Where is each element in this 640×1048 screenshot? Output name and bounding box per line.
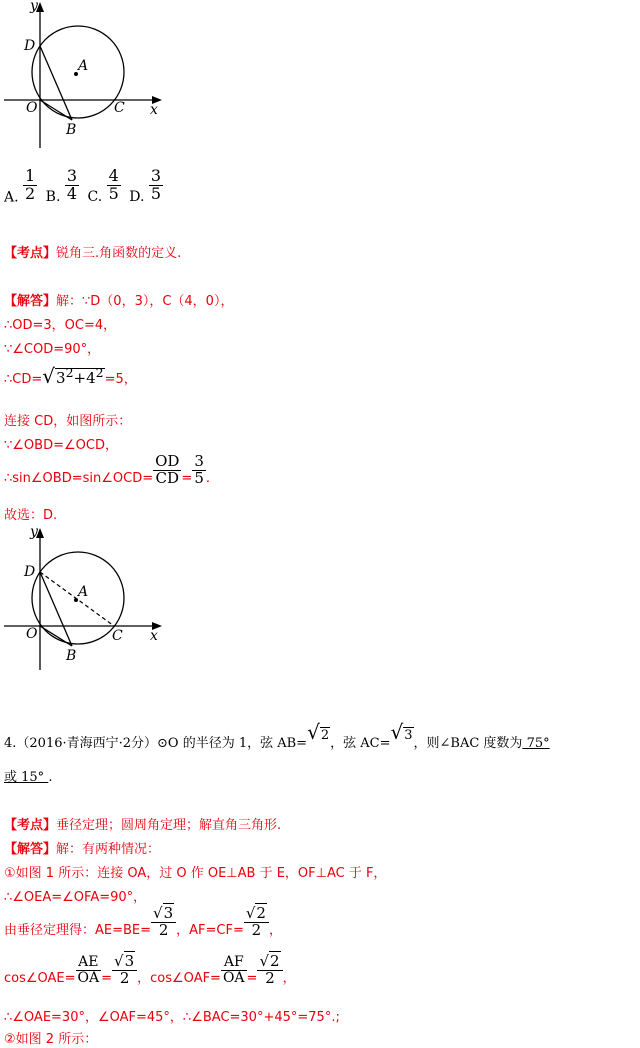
fig2-label-a: A	[78, 584, 89, 600]
fig2-label-c: C	[112, 628, 123, 644]
q3-line5: 连接 CD，如图所示：	[4, 414, 132, 429]
option-a-label: A.	[4, 189, 19, 206]
q3-line8: 故选：D.	[4, 508, 58, 523]
option-c-label: C.	[87, 189, 103, 206]
fig1-label-y: y	[30, 0, 38, 14]
q3-line3: ∵∠COD=90°，	[4, 342, 101, 357]
q4-case1-line4: cos∠OAE= $\frac{AE}{OA}$ = $\frac{√3}{2}$ ，cos∠OAF= $\frac{AF}{OA}$ = $\frac{√2}{2}$ ，	[4, 952, 296, 987]
fig2-label-y: y	[30, 524, 38, 540]
q4-case1-line2: ∴∠OEA=∠OFA=90°，	[4, 890, 147, 905]
option-d-label: D.	[129, 189, 145, 206]
options-row	[4, 168, 163, 205]
q4-stem: 4.（2016·青海西宁·2分）⊙O 的半径为 1，弦 AB=√2，弦 AC=√3，则∠BAC 度数为 75°	[4, 720, 550, 751]
fig1-label-d: D	[24, 38, 36, 54]
q3-kaodian: 【考点】锐角三.角函数的定义.	[4, 246, 182, 261]
q3-jieda-line1: 【解答】解：∵D（0，3），C（4，0），	[4, 294, 234, 309]
q3-line4: $\therefore CD=√3^2+4^2=5$，	[4, 364, 137, 388]
q3-line2: ∴OD=3，OC=4，	[4, 318, 117, 333]
fig1-label-o: O	[26, 100, 38, 116]
q4-kaodian: 【考点】垂径定理；圆周角定理；解直角三角形.	[4, 818, 282, 833]
figure-1	[0, 0, 170, 150]
q4-case1-line3: 由垂径定理得：AE=BE= $\frac{√3}{2}$ ，AF=CF= $\frac{√2}{2}$ ，	[4, 904, 282, 939]
fig1-label-c: C	[114, 100, 125, 116]
option-b-fraction: $\frac{3}{4}$	[66, 166, 78, 203]
q4-answer-blank-1: 75°	[522, 736, 550, 751]
fig2-label-o: O	[26, 626, 38, 642]
q4-case1: ①如图 1 所示：连接 OA，过 O 作 OE⊥AB 于 E，OF⊥AC 于 F，	[4, 866, 387, 881]
q4-stem-line2: 或 15° .	[4, 770, 53, 785]
fig2-label-b: B	[66, 648, 77, 664]
q3-line7: ∴sin∠OBD=sin∠OCD= $\frac{OD}{CD}$ = $\frac{3}{5}$ .	[4, 452, 211, 487]
q4-jieda: 【解答】解：有两种情况：	[4, 842, 161, 857]
q4-answer-blank-2: 或 15°	[4, 770, 49, 785]
fig2-label-x: x	[150, 628, 158, 644]
figure-2	[0, 524, 170, 674]
option-b-label: B.	[45, 189, 61, 206]
fig1-label-b: B	[66, 122, 77, 138]
fig2-label-d: D	[24, 564, 36, 580]
q3-line6: ∵∠OBD=∠OCD，	[4, 438, 118, 453]
fig1-label-a: A	[78, 58, 89, 74]
fig1-label-x: x	[150, 102, 158, 118]
q4-case2: ②如图 2 所示：	[4, 1032, 98, 1047]
option-d-fraction: $\frac{3}{5}$	[150, 166, 162, 203]
q4-case1-line5: ∴∠OAE=30°，∠OAF=45°，∴∠BAC=30°+45°=75°.;	[4, 1010, 340, 1025]
option-c-fraction: $\frac{4}{5}$	[108, 166, 119, 203]
option-a-fraction: $\frac{1}{2}$	[25, 166, 36, 203]
